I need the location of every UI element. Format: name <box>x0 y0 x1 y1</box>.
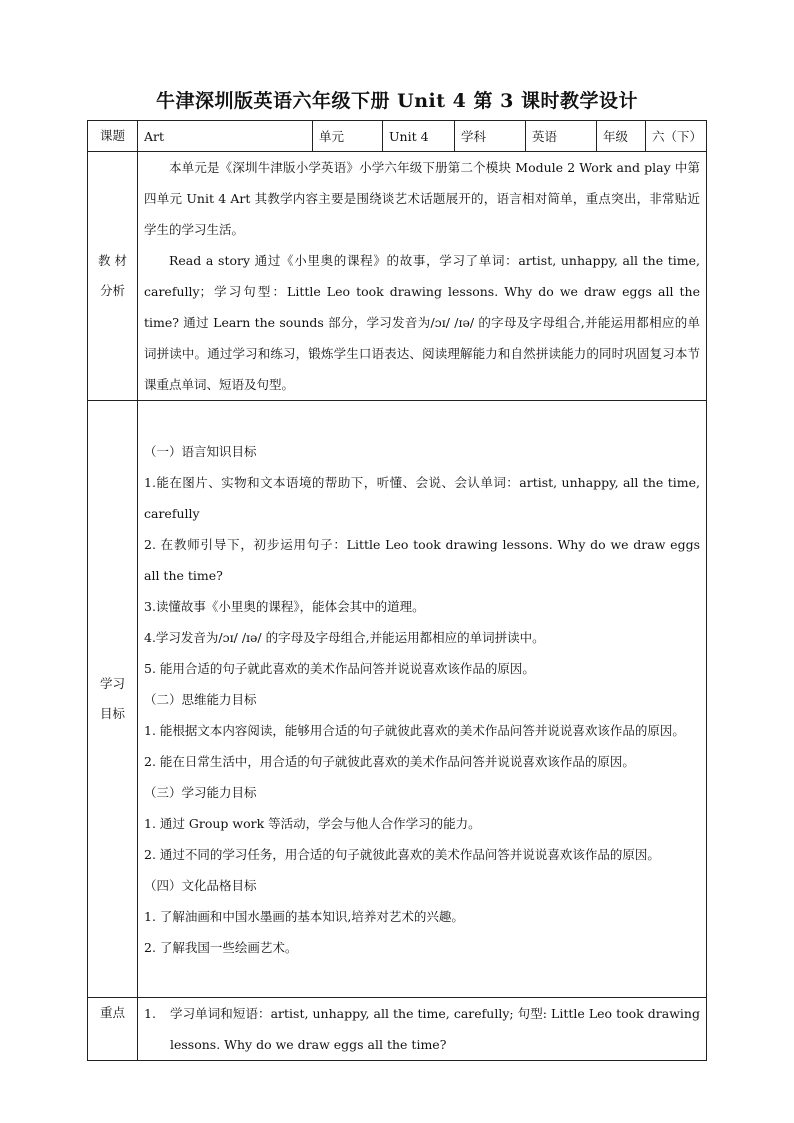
goal-item: 2. 能在日常生活中，用合适的句子就彼此喜欢的美术作品问答并说说喜欢该作品的原因。 <box>144 753 635 769</box>
analysis-paragraph: 本单元是《深圳牛津版小学英语》小学六年级下册第二个模块 Module 2 Work and play 中第四单元 Unit 4 Art 其教学内容主要是围绕谈艺术话题展开的，语言相对简单，重点突出，非常贴近学生的学习生活。 <box>144 160 700 237</box>
unit-label: 单元 <box>313 121 383 152</box>
goal-item: 2. 通过不同的学习任务，用合适的句子就彼此喜欢的美术作品问答并说说喜欢该作品的原因。 <box>144 846 660 862</box>
unit-value: Unit 4 <box>383 121 455 152</box>
goal-item: 1. 通过 Group work 等活动，学会与他人合作学习的能力。 <box>144 815 481 831</box>
key-point-item <box>144 998 700 1060</box>
goal-item: 2. 在教师引导下，初步运用句子：Little Leo took drawing lessons. Why do we draw eggs all the time? <box>144 536 700 583</box>
goal-item: 2. 了解我国一些绘画艺术。 <box>144 939 298 955</box>
goals-row <box>88 401 707 998</box>
header-row <box>88 121 707 152</box>
subject-label: 学科 <box>455 121 526 152</box>
goal-heading: （三）学习能力目标 <box>144 784 257 800</box>
lesson-plan-table <box>87 120 707 1061</box>
key-point-text: 学习单词和短语：artist, unhappy, all the time, carefully; 句型: Little Leo took drawing lessons. Why do we draw eggs all the time? <box>170 1006 700 1052</box>
analysis-paragraph: Read a story 通过《小里奥的课程》的故事，学习了单词：artist, unhappy, all the time, carefully；学习句型：Little Leo took drawing lessons. Why do we draw eggs all the time? 通过 Learn the sounds 部分，学习发音为/ɔɪ/ /ɪə/ 的字母及字母组合,并能运用都相应的单词拼读中。通过学习和练习，锻炼学生口语表达、阅读理解能力和自然拼读能力的同时巩固复习本节课重点单词、短语及句型。 <box>144 253 700 392</box>
goal-item: 1. 能根据文本内容阅读，能够用合适的句子就彼此喜欢的美术作品问答并说说喜欢该作品的原因。 <box>144 722 685 738</box>
grade-label: 年级 <box>597 121 646 152</box>
key-points-row <box>88 998 707 1061</box>
key-point-number: 1. <box>144 1006 156 1021</box>
grade-value: 六（下） <box>646 121 707 152</box>
topic-label: 课题 <box>88 121 138 152</box>
analysis-label-text: 教 材 分析 <box>98 253 127 298</box>
topic-value: Art <box>138 121 313 152</box>
subject-value: 英语 <box>526 121 597 152</box>
goal-item: 4.学习发音为/ɔɪ/ /ɪə/ 的字母及字母组合,并能运用都相应的单词拼读中。 <box>144 629 545 645</box>
goals-label-text: 学习 目标 <box>99 676 125 721</box>
goal-heading: （二）思维能力目标 <box>144 691 257 707</box>
goal-item: 1.能在图片、实物和文本语境的帮助下，听懂、会说、会认单词：artist, unhappy, all the time, carefully <box>144 474 700 521</box>
goal-heading: （四）文化品格目标 <box>144 877 257 893</box>
goal-item: 5. 能用合适的句子就此喜欢的美术作品问答并说说喜欢该作品的原因。 <box>144 660 535 676</box>
goal-item: 3.读懂故事《小里奥的课程》，能体会其中的道理。 <box>144 598 425 614</box>
analysis-row <box>88 152 707 401</box>
analysis-content <box>138 152 707 401</box>
goal-heading: （一）语言知识目标 <box>144 443 257 459</box>
key-points-content <box>138 998 707 1061</box>
goals-label <box>88 401 138 998</box>
page-title: 牛津深圳版英语六年级下册 Unit 4 第 3 课时教学设计 <box>156 90 638 112</box>
goal-item: 1. 了解油画和中国水墨画的基本知识,培养对艺术的兴趣。 <box>144 908 464 924</box>
goals-content <box>138 401 707 998</box>
analysis-label <box>88 152 138 401</box>
key-points-list <box>144 998 700 1060</box>
key-points-label: 重点 <box>88 998 138 1061</box>
